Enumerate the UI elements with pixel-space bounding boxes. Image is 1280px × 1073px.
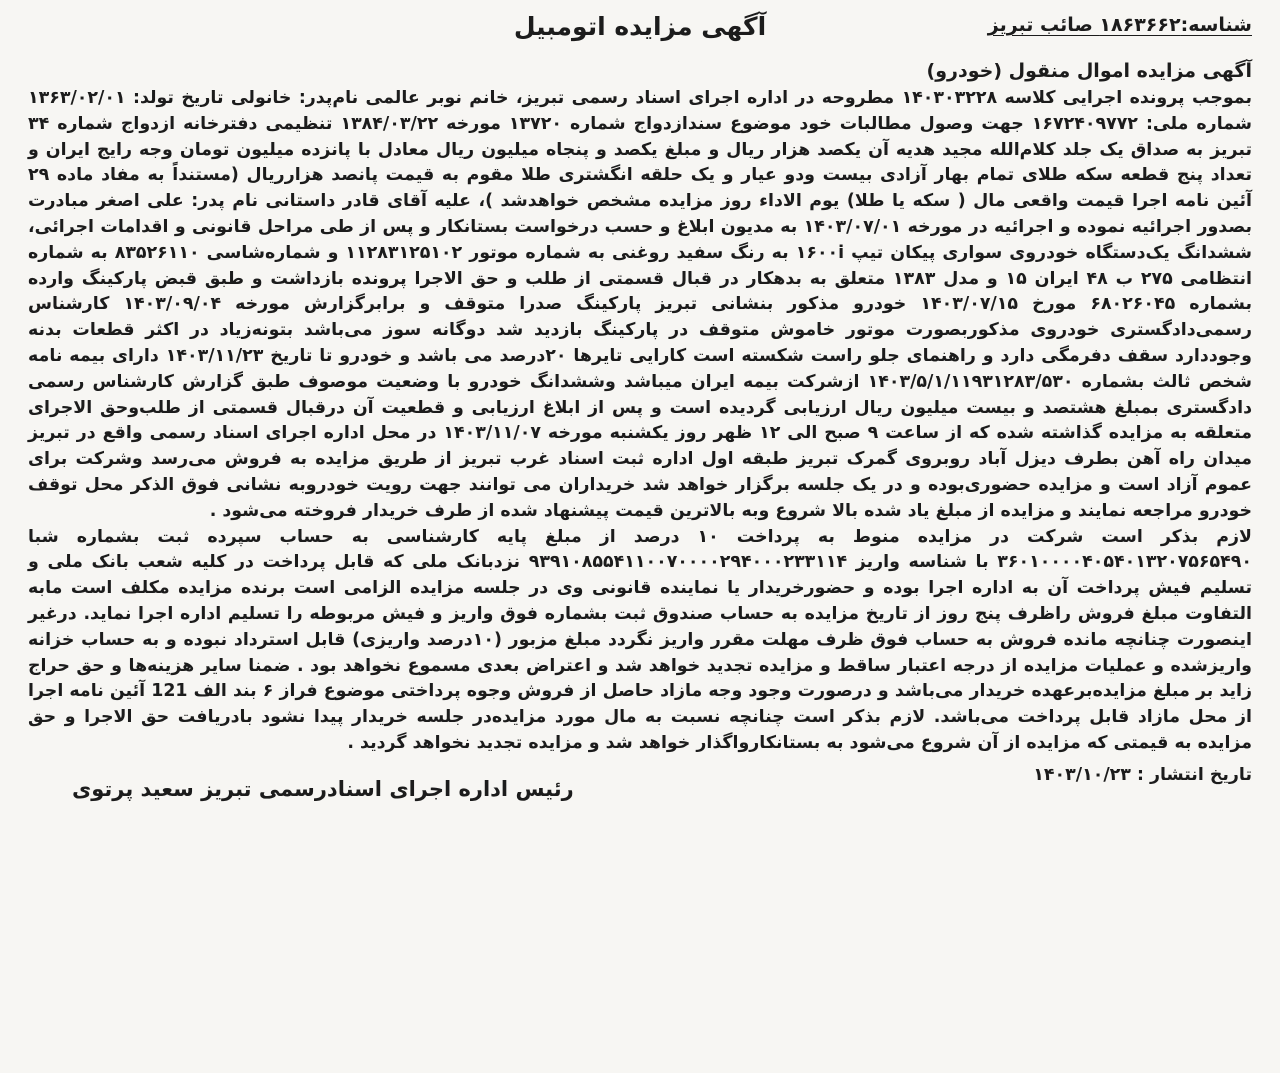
signer-name: رئیس اداره اجرای اسنادرسمی تبریز سعید پرتوی — [72, 776, 574, 801]
notice-identifier: شناسه:۱۸۶۳۶۶۲ صائب تبریز — [987, 14, 1252, 36]
publish-date: تاریخ انتشار : ۱۴۰۳/۱۰/۲۳ — [1033, 764, 1252, 785]
notice-subtitle: آگهی مزایده اموال منقول (خودرو) — [926, 60, 1252, 82]
notice-title: آگهی مزایده اتومبیل — [513, 12, 767, 41]
notice-body — [28, 86, 1252, 757]
notice-paragraph-2: لازم بذکر است شرکت در مزایده منوط به پرداخت ۱۰ درصد از مبلغ پایه کارشناسی به حساب سپرده ثبت بشماره شبا ۳۶۰۱۰۰۰۰۴۰۵۴۰۱۳۲۰۷۵۶۵۴۹۰ با شناسه واریز ۹۳۹۱۰۸۵۵۴۱۱۰۰۷۰۰۰۰۲۹۴۰۰۰۲۳۳۱۱۴ نزدبانک ملی که قابل پرداخت در کلیه شعب بانک ملی و تسلیم فیش پرداخت آن به اداره اجرا بوده و حضورخریدار یا نماینده قانونی وی در جلسه مزایده الزامی است برنده مزایده مکلف است مابه التفاوت مبلغ فروش راظرف پنج روز از تاریخ مزایده به حساب صندوق ثبت بشماره فوق واریز و فیش مربوطه را تسلیم اداره اجرا نماید. درغیر اینصورت چنانچه مانده فروش به حساب فوق ظرف مهلت مقرر واریز نگردد مبلغ مزبور (۱۰درصد واریزی) قابل استرداد نبوده و به حساب خزانه واریزشده و عملیات مزایده از درجه اعتبار ساقط و مزایده تجدید خواهد شد و اعتراض بعدی مسموع نخواهد بود . ضمنا سایر هزینه‌ها و حق حراج زاید بر مبلغ مزایده‌برعهده خریدار می‌باشد و درصورت وجود وجه مازاد حاصل از فروش وجوه پرداختی موضوع فراز ۶ بند الف 121 آئین نامه اجرا از محل مازاد قابل پرداخت می‌باشد. لازم بذکر است چنانچه نسبت به مال مورد مزایده‌در جلسه خریدار پیدا نشود بادریافت حق الاجرا و حق مزایده به قیمتی که مزایده از آن شروع می‌شود به بستانکارواگذار خواهد شد و مزایده تجدید نخواهد گردید . — [28, 526, 1253, 753]
notice-paragraph-1: بموجب پرونده اجرایی کلاسه ۱۴۰۳۰۳۲۲۸ مطروحه در اداره اجرای اسناد رسمی تبریز، خانم نوبر عالمی نام‌پدر: خانولی تاریخ تولد: ۱۳۶۳/۰۲/۰۱ شماره ملی: ۱۶۷۲۴۰۹۷۷۲ جهت وصول مطالبات خود موضوع سندازدواج شماره ۱۳۷۲۰ مورخه ۱۳۸۴/۰۳/۲۲ تنظیمی دفترخانه ازدواج شماره ۳۴ تبریز به صداق یک جلد کلام‌الله مجید هدیه آن یکصد هزار ریال و مبلغ یکصد و پنجاه میلیون ریال معادل با پانزده میلیون تومان وجه رایج ایران و تعداد پنج قطعه سکه طلای تمام بهار آزادی بیست ودو عیار و یک حلقه انگشتری طلا مقوم به قیمت پانصد هزارریال (مستنداً به مفاد ماده ۲۹ آئین نامه اجرا قیمت واقعی مال ( سکه یا طلا) یوم الاداء روز مزایده مشخص خواهدشد )، علیه آقای قادر داستانی نام پدر: علی اصغر مبادرت بصدور اجرائیه نموده و اجرائیه در مورخه ۱۴۰۳/۰۷/۰۱ به مدیون ابلاغ و حسب درخواست بستانکار و پس از طی مراحل قانونی و اقدامات اجرائی، ششدانگ یک‌دستگاه خودروی سواری پیکان تیپ ۱۶۰۰i به رنگ سفید روغنی به شماره موتور ۱۱۲۸۳۱۲۵۱۰۲ و شماره‌شاسی ۸۳۵۲۶۱۱۰ به شماره انتظامی ۲۷۵ ب ۴۸ ایران ۱۵ و مدل ۱۳۸۳ متعلق به بدهکار در قبال قسمتی از طلب و حق الاجرا پرونده بازداشت و طبق قبض پارکینگ وارده بشماره ۶۸۰۲۶۰۴۵ مورخ ۱۴۰۳/۰۷/۱۵ خودرو مذکور بنشانی تبریز پارکینگ صدرا متوقف و برابرگزارش مورخه ۱۴۰۳/۰۹/۰۴ کارشناس رسمی‌دادگستری خودروی مذکوربصورت موتور خاموش متوقف در پارکینگ بازدید شد دوگانه سوز می‌باشد بتونه‌زیاد در اکثر قطعات بدنه وجوددارد سقف دفرمگی دارد و راهنمای جلو راست شکسته است کارایی تایرها ۲۰درصد می باشد و خودرو تا تاریخ ۱۴۰۳/۱۱/۲۳ دارای بیمه نامه شخص ثالث بشماره ۱۴۰۳/۵/۱/۱۱۹۳۱۲۸۳/۵۳۰ ازشرکت بیمه ایران میباشد وششدانگ خودرو با وضعیت موصوف طبق گزارش کارشناس رسمی دادگستری بمبلغ هشتصد و بیست میلیون ریال ارزیابی گردیده است و پس از ابلاغ ارزیابی و قطعیت آن درقبال قسمتی از طلب‌وحق الاجرای متعلقه به مزایده گذاشته شده که از ساعت ۹ صبح الی ۱۲ ظهر روز یکشنبه مورخه ۱۴۰۳/۱۱/۰۷ در محل اداره اجرای اسناد رسمی واقع در تبریز میدان راه آهن بطرف دیزل آباد روبروی گمرک تبریز طبقه اول اداره ثبت اسناد غرب تبریز از طریق مزایده به فروش می‌رسد وشرکت برای عموم آزاد است و مزایده حضوری‌بوده و در یک جلسه برگزار خواهد شد خریداران می توانند جهت رویت خودروبه نشانی فوق الذکر محل توقف خودرو مراجعه نمایند و مزایده از مبلغ یاد شده بالا شروع وبه بالاترین قیمت پیشنهاد شده از طرف خریدار فروخته می‌شود . — [28, 88, 1253, 521]
notice-footer — [28, 765, 1252, 815]
notice-header — [28, 12, 1252, 52]
